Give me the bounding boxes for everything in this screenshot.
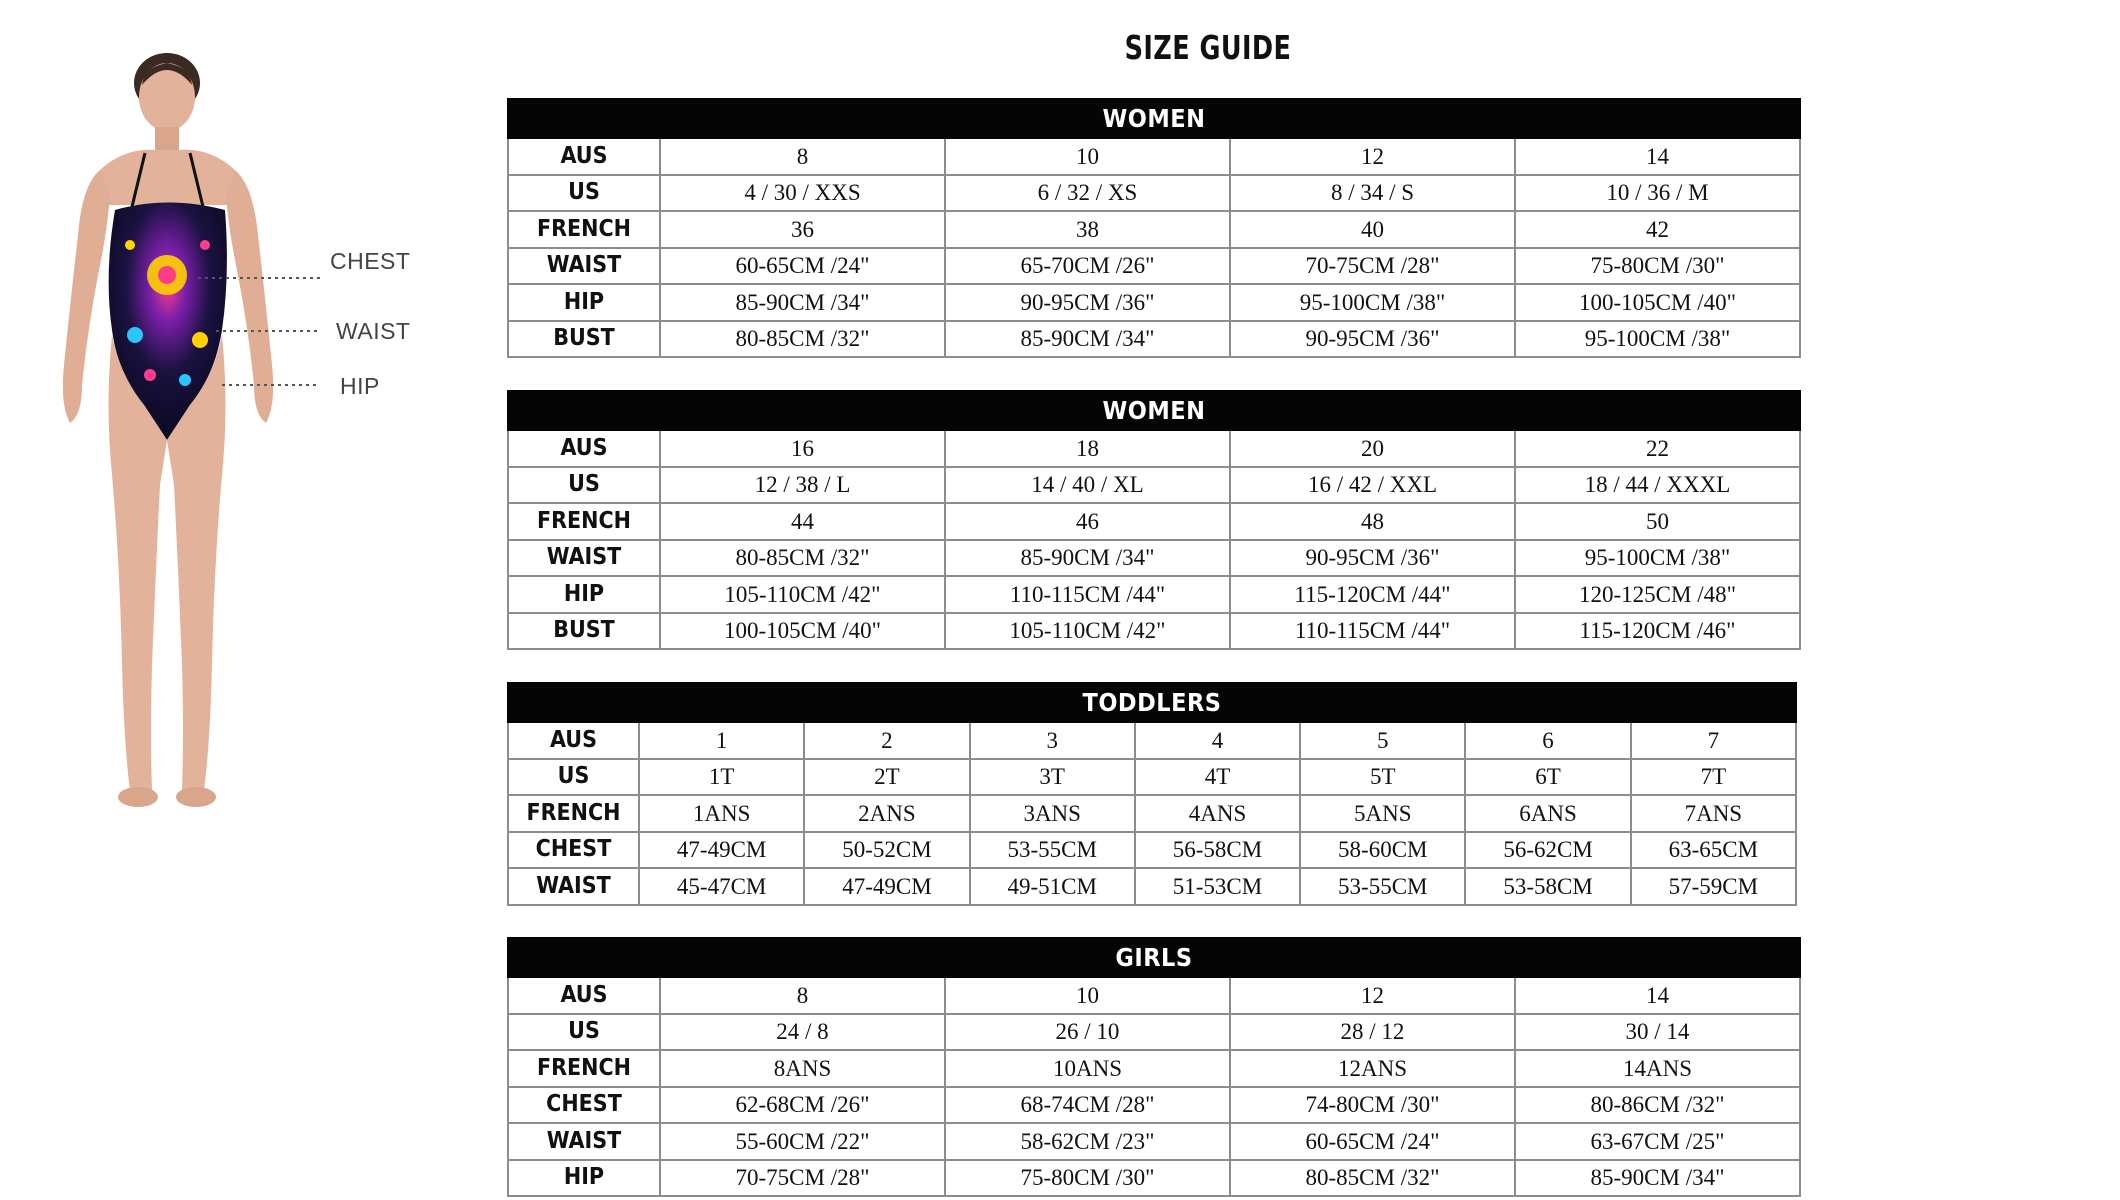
table-cell: 47-49CM [639, 832, 804, 869]
table-cell: 12 [1230, 138, 1515, 175]
table-cell: 115-120CM /44" [1230, 576, 1515, 613]
table-cell: 46 [945, 503, 1230, 540]
table-cell: 70-75CM /28" [660, 1160, 945, 1197]
row-label: WAIST [508, 868, 639, 905]
table-cell: 100-105CM /40" [660, 613, 945, 650]
row-label: AUS [508, 722, 639, 759]
table-row [508, 248, 1800, 285]
table-cell: 12 / 38 / L [660, 467, 945, 504]
table-cell: 56-58CM [1135, 832, 1300, 869]
table-cell: 2T [804, 759, 969, 796]
table-cell: 14 / 40 / XL [945, 467, 1230, 504]
table-cell: 44 [660, 503, 945, 540]
chest-label: CHEST [330, 248, 411, 274]
table-row [508, 613, 1800, 650]
table-row [508, 430, 1800, 467]
table-cell: 40 [1230, 211, 1515, 248]
table-cell: 75-80CM /30" [1515, 248, 1800, 285]
table-cell: 3T [970, 759, 1135, 796]
table-cell: 26 / 10 [945, 1014, 1230, 1051]
table-cell: 105-110CM /42" [660, 576, 945, 613]
table-cell: 57-59CM [1631, 868, 1796, 905]
table-cell: 110-115CM /44" [1230, 613, 1515, 650]
table-cell: 85-90CM /34" [660, 284, 945, 321]
table-cell: 49-51CM [970, 868, 1135, 905]
table-cell: 4 [1135, 722, 1300, 759]
row-label: BUST [508, 613, 660, 650]
table-cell: 24 / 8 [660, 1014, 945, 1051]
table-cell: 7ANS [1631, 795, 1796, 832]
table-cell: 70-75CM /28" [1230, 248, 1515, 285]
table-cell: 90-95CM /36" [1230, 540, 1515, 577]
table-cell: 38 [945, 211, 1230, 248]
table-cell: 28 / 12 [1230, 1014, 1515, 1051]
table-row [508, 1087, 1800, 1124]
table-cell: 95-100CM /38" [1515, 321, 1800, 358]
table-row [508, 576, 1800, 613]
table-row [508, 1014, 1800, 1051]
table-cell: 65-70CM /26" [945, 248, 1230, 285]
table-cell: 10 [945, 977, 1230, 1014]
table-row [508, 284, 1800, 321]
table-cell: 10 [945, 138, 1230, 175]
table-cell: 53-55CM [970, 832, 1135, 869]
table-cell: 55-60CM /22" [660, 1123, 945, 1160]
table-cell: 80-86CM /32" [1515, 1087, 1800, 1124]
table-cell: 14ANS [1515, 1050, 1800, 1087]
table-cell: 20 [1230, 430, 1515, 467]
hip-label: HIP [340, 373, 380, 399]
table-title: GIRLS [508, 938, 1800, 977]
table-cell: 50 [1515, 503, 1800, 540]
table-cell: 18 [945, 430, 1230, 467]
table-cell: 1ANS [639, 795, 804, 832]
table-row [508, 832, 1796, 869]
table-cell: 6T [1465, 759, 1630, 796]
table-cell: 95-100CM /38" [1515, 540, 1800, 577]
table-cell: 58-62CM /23" [945, 1123, 1230, 1160]
row-label: US [508, 175, 660, 212]
table-cell: 36 [660, 211, 945, 248]
table-cell: 74-80CM /30" [1230, 1087, 1515, 1124]
table-cell: 1T [639, 759, 804, 796]
table-cell: 5 [1300, 722, 1465, 759]
row-label: FRENCH [508, 1050, 660, 1087]
table-cell: 2ANS [804, 795, 969, 832]
table-row [508, 211, 1800, 248]
table-title: WOMEN [508, 391, 1800, 430]
table-cell: 6 [1465, 722, 1630, 759]
table-title: TODDLERS [508, 683, 1796, 722]
table-cell: 8ANS [660, 1050, 945, 1087]
row-label: HIP [508, 284, 660, 321]
table-cell: 95-100CM /38" [1230, 284, 1515, 321]
table-cell: 53-55CM [1300, 868, 1465, 905]
table-cell: 10 / 36 / M [1515, 175, 1800, 212]
table-cell: 80-85CM /32" [660, 540, 945, 577]
model-figure [30, 45, 430, 825]
table-cell: 4T [1135, 759, 1300, 796]
row-label: CHEST [508, 832, 639, 869]
row-label: AUS [508, 430, 660, 467]
row-label: AUS [508, 138, 660, 175]
table-cell: 53-58CM [1465, 868, 1630, 905]
table-cell: 75-80CM /30" [945, 1160, 1230, 1197]
row-label: US [508, 759, 639, 796]
table-cell: 8 [660, 977, 945, 1014]
page-title: SIZE GUIDE [1124, 28, 1292, 67]
row-label: BUST [508, 321, 660, 358]
table-row [508, 795, 1796, 832]
row-label: AUS [508, 977, 660, 1014]
table-cell: 110-115CM /44" [945, 576, 1230, 613]
row-label: FRENCH [508, 503, 660, 540]
table-row [508, 503, 1800, 540]
table-cell: 115-120CM /46" [1515, 613, 1800, 650]
table-cell: 90-95CM /36" [945, 284, 1230, 321]
row-label: FRENCH [508, 795, 639, 832]
table-cell: 42 [1515, 211, 1800, 248]
table-cell: 14 [1515, 138, 1800, 175]
row-label: US [508, 1014, 660, 1051]
table-cell: 80-85CM /32" [1230, 1160, 1515, 1197]
table-cell: 6ANS [1465, 795, 1630, 832]
table-cell: 85-90CM /34" [1515, 1160, 1800, 1197]
table-row [508, 138, 1800, 175]
table-title: WOMEN [508, 99, 1800, 138]
waist-label: WAIST [336, 318, 411, 344]
table-cell: 100-105CM /40" [1515, 284, 1800, 321]
size-table-toddlers [507, 682, 1797, 906]
table-cell: 56-62CM [1465, 832, 1630, 869]
table-cell: 90-95CM /36" [1230, 321, 1515, 358]
table-cell: 80-85CM /32" [660, 321, 945, 358]
table-cell: 50-52CM [804, 832, 969, 869]
size-table-women-small [507, 98, 1801, 358]
table-row [508, 467, 1800, 504]
table-cell: 7T [1631, 759, 1796, 796]
size-table-women-large [507, 390, 1801, 650]
table-cell: 5ANS [1300, 795, 1465, 832]
table-cell: 16 / 42 / XXL [1230, 467, 1515, 504]
table-cell: 63-67CM /25" [1515, 1123, 1800, 1160]
table-row [508, 759, 1796, 796]
table-cell: 45-47CM [639, 868, 804, 905]
table-row [508, 722, 1796, 759]
table-cell: 63-65CM [1631, 832, 1796, 869]
table-row [508, 977, 1800, 1014]
table-row [508, 1123, 1800, 1160]
table-cell: 58-60CM [1300, 832, 1465, 869]
table-cell: 105-110CM /42" [945, 613, 1230, 650]
table-cell: 85-90CM /34" [945, 321, 1230, 358]
model-illustration [30, 45, 430, 825]
row-label: WAIST [508, 1123, 660, 1160]
table-cell: 14 [1515, 977, 1800, 1014]
row-label: WAIST [508, 540, 660, 577]
table-cell: 1 [639, 722, 804, 759]
table-cell: 4ANS [1135, 795, 1300, 832]
table-cell: 8 [660, 138, 945, 175]
table-cell: 2 [804, 722, 969, 759]
table-row [508, 1050, 1800, 1087]
table-cell: 22 [1515, 430, 1800, 467]
row-label: FRENCH [508, 211, 660, 248]
table-cell: 120-125CM /48" [1515, 576, 1800, 613]
table-cell: 60-65CM /24" [1230, 1123, 1515, 1160]
size-table-girls [507, 937, 1801, 1197]
table-cell: 12ANS [1230, 1050, 1515, 1087]
table-cell: 60-65CM /24" [660, 248, 945, 285]
row-label: CHEST [508, 1087, 660, 1124]
table-cell: 4 / 30 / XXS [660, 175, 945, 212]
table-cell: 85-90CM /34" [945, 540, 1230, 577]
table-cell: 18 / 44 / XXXL [1515, 467, 1800, 504]
table-row [508, 175, 1800, 212]
table-cell: 16 [660, 430, 945, 467]
table-row [508, 321, 1800, 358]
table-cell: 12 [1230, 977, 1515, 1014]
table-cell: 6 / 32 / XS [945, 175, 1230, 212]
row-label: HIP [508, 1160, 660, 1197]
table-cell: 51-53CM [1135, 868, 1300, 905]
table-cell: 68-74CM /28" [945, 1087, 1230, 1124]
row-label: WAIST [508, 248, 660, 285]
table-cell: 5T [1300, 759, 1465, 796]
table-cell: 7 [1631, 722, 1796, 759]
table-cell: 47-49CM [804, 868, 969, 905]
table-cell: 3ANS [970, 795, 1135, 832]
table-cell: 48 [1230, 503, 1515, 540]
table-cell: 8 / 34 / S [1230, 175, 1515, 212]
row-label: US [508, 467, 660, 504]
table-row [508, 540, 1800, 577]
table-row [508, 868, 1796, 905]
table-cell: 3 [970, 722, 1135, 759]
table-cell: 30 / 14 [1515, 1014, 1800, 1051]
row-label: HIP [508, 576, 660, 613]
table-cell: 62-68CM /26" [660, 1087, 945, 1124]
table-row [508, 1160, 1800, 1197]
table-cell: 10ANS [945, 1050, 1230, 1087]
